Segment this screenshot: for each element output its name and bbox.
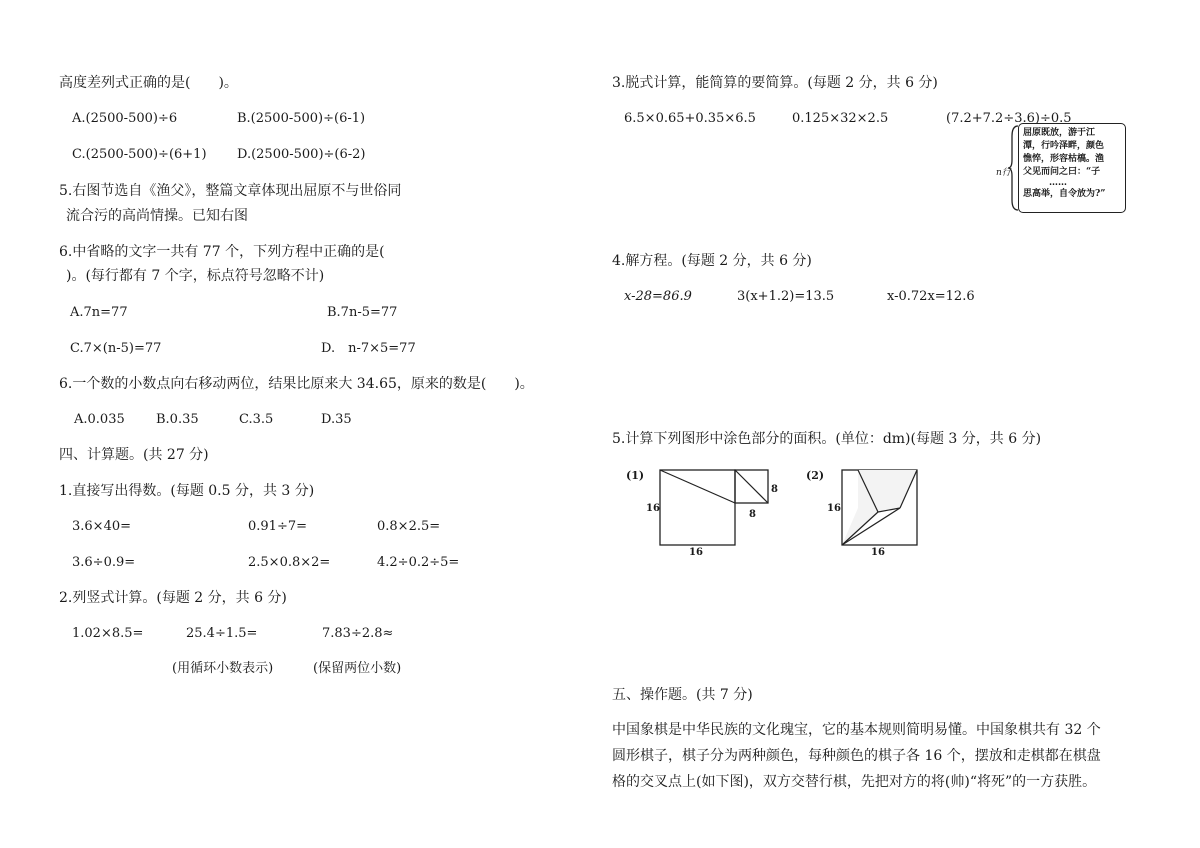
calc-item: 4.2÷0.2÷5= [377, 555, 460, 570]
option-a: A.0.035 [74, 412, 125, 427]
figure-1-small-side-label: 8 [771, 484, 778, 495]
paragraph-line: 圆形棋子，棋子分为两种颜色，每种颜色的棋子各 16 个，摆放和走棋都在棋盘 [612, 748, 1101, 764]
figure-1-small-bottom-label: 8 [749, 509, 756, 520]
calc-3-title: 3.脱式计算，能简算的要简算。(每题 2 分，共 6 分) [612, 75, 938, 91]
calc-item: 0.125×32×2.5 [792, 111, 889, 126]
figure-1-bottom-label: 16 [689, 547, 703, 558]
option-c: C.3.5 [239, 412, 274, 427]
figure-2-side-label: 16 [827, 503, 841, 514]
calc-2-title: 2.列竖式计算。(每题 2 分，共 6 分) [59, 590, 287, 606]
option-b: B.7n-5=77 [327, 305, 398, 320]
paragraph-line: 格的交叉点上(如下图)，双方交替行棋，先把对方的将(帅)“将死”的一方获胜。 [612, 774, 1097, 790]
poem-line: …… [1049, 178, 1067, 188]
option-c: C.(2500-500)÷(6+1) [72, 147, 207, 162]
figure-2-bottom-label: 16 [871, 547, 885, 558]
calc-item: 7.83÷2.8≈ [322, 626, 394, 641]
figure-2-diagram [838, 468, 922, 550]
poem-line: 思高举，自令放为?” [1023, 189, 1106, 199]
option-d: D. n-7×5=77 [321, 341, 416, 356]
calc-item: 6.5×0.65+0.35×6.5 [624, 111, 756, 126]
question-5-line1: 5.右图节选自《渔父》，整篇文章体现出屈原不与世俗同 [59, 183, 402, 199]
question-5-line2: 流合污的高尚情操。已知右图 [66, 208, 248, 224]
calc-item: 1.02×8.5= [72, 626, 144, 641]
calc-4-title: 4.解方程。(每题 2 分，共 6 分) [612, 253, 812, 269]
figure-1-diagram [655, 468, 785, 550]
question-6b-text: 6.一个数的小数点向右移动两位，结果比原来大 34.65，原来的数是( )。 [59, 376, 534, 392]
option-d: D.(2500-500)÷(6-2) [237, 147, 366, 162]
poem-line: 憔悴，形容枯槁。渔 [1023, 154, 1105, 164]
poem-line: 父见而问之曰：“子 [1023, 167, 1101, 177]
paragraph-line: 中国象棋是中华民族的文化瑰宝，它的基本规则简明易懂。中国象棋共有 32 个 [612, 722, 1101, 738]
section-4-heading: 四、计算题。(共 27 分) [59, 447, 209, 463]
calc-item: 0.8×2.5= [377, 519, 441, 534]
calc-5-title: 5.计算下列图形中涂色部分的面积。(单位：dm)(每题 3 分，共 6 分) [612, 431, 1042, 447]
option-a: A.7n=77 [70, 305, 128, 320]
figure-1-side-label: 16 [646, 503, 660, 514]
poem-excerpt-box [1018, 123, 1126, 213]
equation-item: x-0.72x=12.6 [887, 289, 975, 304]
calc-item: 2.5×0.8×2= [248, 555, 331, 570]
equation-item: x-28=86.9 [624, 289, 692, 304]
poem-line: 屈原既放，游于江 [1023, 128, 1096, 138]
option-c: C.7×(n-5)=77 [70, 341, 162, 356]
option-b: B.(2500-500)÷(6-1) [237, 111, 366, 126]
calc-note: (保留两位小数) [313, 661, 402, 676]
equation-item: 3(x+1.2)=13.5 [737, 289, 835, 304]
figure-1-label: (1) [626, 469, 645, 482]
poem-line: 潭，行吟泽畔，颜色 [1023, 141, 1105, 151]
calc-item: 25.4÷1.5= [186, 626, 258, 641]
calc-item: 0.91÷7= [248, 519, 308, 534]
calc-item: (7.2+7.2÷3.6)÷0.5 [946, 111, 1072, 126]
option-b: B.0.35 [156, 412, 199, 427]
calc-item: 3.6÷0.9= [72, 555, 136, 570]
poem-row-count-label: n行 [996, 168, 1011, 178]
question-height-text: 高度差列式正确的是( )。 [59, 75, 238, 91]
question-6a-line1: 6.中省略的文字一共有 77 个，下列方程中正确的是( [59, 244, 385, 260]
calc-1-title: 1.直接写出得数。(每题 0.5 分，共 3 分) [59, 483, 315, 499]
figure-2-label: (2) [806, 469, 825, 482]
calc-note: (用循环小数表示) [172, 661, 274, 676]
option-a: A.(2500-500)÷6 [72, 111, 178, 126]
option-d: D.35 [321, 412, 352, 427]
calc-item: 3.6×40= [72, 519, 132, 534]
question-6a-line2: )。(每行都有 7 个字，标点符号忽略不计) [66, 268, 325, 284]
section-5-heading: 五、操作题。(共 7 分) [612, 687, 753, 703]
